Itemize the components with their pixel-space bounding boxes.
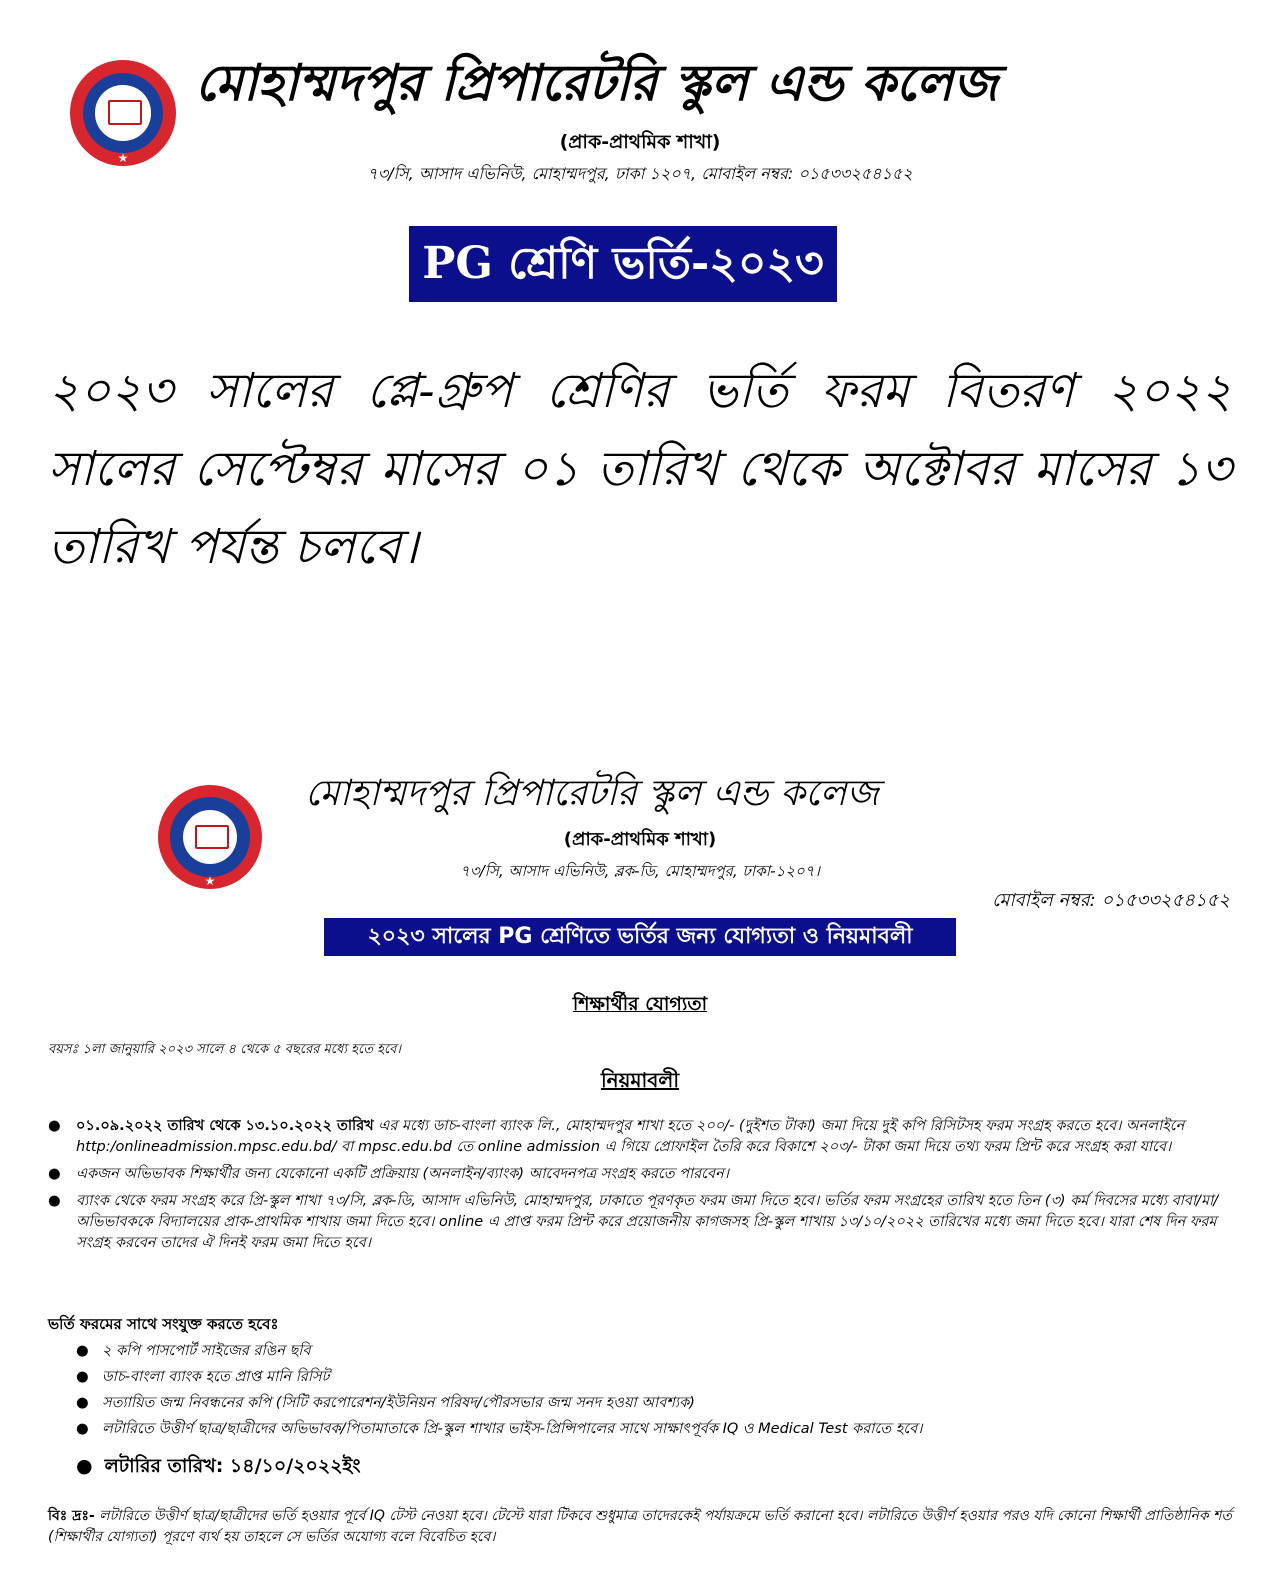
bullet-icon: ● <box>48 1193 61 1209</box>
age-requirement: বয়সঃ ১লা জানুয়ারি ২০২৩ সালে ৪ থেকে ৫ বছরের মধ্যে হতে হবে। <box>48 1042 402 1057</box>
address-bottom: ৭৩/সি, আসাদ এভিনিউ, ব্লক-ডি, মোহাম্মদপুর, ঢাকা-১২০৭। <box>460 862 820 880</box>
rule-item <box>48 1116 1233 1158</box>
rule-item <box>48 1191 1233 1254</box>
eligibility-heading: শিক্ষার্থীর যোগ্যতা <box>572 993 708 1015</box>
rule-item <box>48 1164 1233 1185</box>
rules-heading: নিয়মাবলী <box>600 1068 680 1092</box>
school-name-bottom: মোহাম্মদপুর প্রিপারেটরি স্কুল এন্ড কলেজ <box>305 773 879 814</box>
banner-bottom: ২০২৩ সালের PG শ্রেণিতে ভর্তির জন্য যোগ্যতা ও নিয়মাবলী <box>324 918 956 956</box>
attachment-item: ● ডাচ-বাংলা ব্যাংক হতে প্রাপ্ত মানি রিসিট <box>76 1366 1226 1388</box>
bullet-icon: ● <box>48 1166 61 1182</box>
attachment-item: ● সত্যায়িত জন্ম নিবন্ধনের কপি (সিটি করপোরেশন/ইউনিয়ন পরিষদ/পৌরসভার জন্ম সনদ হওয়া আবশ্যক) <box>76 1392 1226 1414</box>
star-icon: ★ <box>117 150 129 165</box>
bullet-icon: ● <box>48 1118 61 1134</box>
attachment-item: ● ২ কপি পাসপোর্ট সাইজের রঙিন ছবি <box>76 1340 1226 1362</box>
attachments-list <box>76 1340 1226 1444</box>
bullet-icon: ● <box>76 1455 93 1477</box>
rule-dates: ০১.০৯.২০২২ তারিখ থেকে ১৩.১০.২০২২ তারিখ <box>76 1118 374 1134</box>
attachment-item: ● লটারিতে উত্তীর্ণ ছাত্র/ছাত্রীদের অভিভাবক/পিতামাতাকে প্রি-স্কুল শাখার ভাইস-প্রিন্সিপালের সাথে সাক্ষাৎপূর্বক IQ ও Medical Test করাতে হবে। <box>76 1418 1226 1440</box>
bullet-icon: ● <box>76 1369 89 1385</box>
lottery-date: ● লটারির তারিখ: ১৪/১০/২০২২ইং <box>76 1455 361 1477</box>
mobile-number: মোবাইল নম্বর: ০১৫৩৩২৫৪১৫২ <box>992 890 1230 911</box>
school-name-top: মোহাম্মদপুর প্রিপারেটরি স্কুল এন্ড কলেজ <box>195 53 998 112</box>
banner-top: PG শ্রেণি ভর্তি-২০২৩ <box>409 226 837 302</box>
bullet-icon: ● <box>76 1421 89 1437</box>
branch-bottom: (প্রাক-প্রাথমিক শাখা) <box>563 829 717 850</box>
rules-list <box>48 1116 1233 1260</box>
branch-top: (প্রাক-প্রাথমিক শাখা) <box>559 131 721 153</box>
attachments-heading: ভর্তি ফরমের সাথে সংযুক্ত করতে হবেঃ <box>48 1315 279 1333</box>
rule-text: একজন অভিভাবক শিক্ষার্থীর জন্য যেকোনো একটি প্রক্রিয়ায় (অনলাইন/ব্যাংক) আবেদনপত্র সংগ্রহ করতে পারবেন। <box>76 1166 729 1182</box>
rule-text: এর মধ্যে ডাচ-বাংলা ব্যাংক লি., মোহাম্মদপুর শাখা হতে ২০০/- (দুইশত টাকা) জমা দিয়ে দুই কপি রিসিটসহ ফরম সংগ্রহ করতে হবে। অনলাইনে http:/onlineadmission.mpsc.edu.bd/ বা mpsc.edu.bd তে online admission এ গিয়ে প্রোফাইল তৈরি করে বিকাশে ২০৩/- টাকা জমা দিয়ে তথ্য ফরম প্রিন্ট করে সংগ্রহ করা যাবে। <box>76 1118 1185 1155</box>
footnote-label: বিঃ দ্রঃ- <box>48 1508 95 1524</box>
footnote-text: লটারিতে উত্তীর্ণ ছাত্র/ছাত্রীদের ভর্তি হওয়ার পূর্বে IQ টেস্ট নেওয়া হবে। টেস্টে যারা টিকবে শুধুমাত্র তাদেরকেই পর্যায়ক্রমে ভর্তি করানো হবে। লটারিতে উত্তীর্ণ হওয়ার পরও যদি কোনো শিক্ষার্থী প্রাতিষ্ঠানিক শর্ত (শিক্ষার্থীর যোগ্যতা) পূরণে ব্যর্থ হয় তাহলে সে ভর্তির অযোগ্য বলে বিবেচিত হবে। <box>48 1508 1232 1545</box>
footnote <box>48 1506 1233 1548</box>
bullet-icon: ● <box>76 1343 89 1359</box>
admission-announcement: ২০২৩ সালের প্লে-গ্রুপ শ্রেণির ভর্তি ফরম বিতরণ ২০২২ সালের সেপ্টেম্বর মাসের ০১ তারিখ থেকে অক্টোবর মাসের ১৩ তারিখ পর্যন্ত চলবে। <box>48 363 1232 575</box>
star-icon: ★ <box>204 873 216 888</box>
rule-text: ব্যাংক থেকে ফরম সংগ্রহ করে প্রি-স্কুল শাখা ৭৩/সি, ব্লক-ডি, আসাদ এভিনিউ, মোহাম্মদপুর, ঢাকাতে পূরণকৃত ফরম জমা দিতে হবে। ভর্তির ফরম সংগ্রহের তারিখ হতে তিন (৩) কর্ম দিবসের মধ্যে বাবা/মা/অভিভাবককে বিদ্যালয়ের প্রাক-প্রাথমিক শাখায় জমা দিতে হবে। online এ প্রাপ্ত ফরম প্রিন্ট করে প্রয়োজনীয় কাগজসহ প্রি-স্কুল শাখায় ১৩/১০/২০২২ তারিখের মধ্যে জমা দিতে হবে। যারা শেষ দিন ফরম সংগ্রহ করবেন তাদের ঐ দিনই ফরম জমা দিতে হবে। <box>76 1193 1219 1251</box>
bullet-icon: ● <box>76 1395 89 1411</box>
book-icon <box>108 100 142 125</box>
address-top: ৭৩/সি, আসাদ এভিনিউ, মোহাম্মদপুর, ঢাকা ১২০৭, মোবাইল নম্বর: ০১৫৩৩২৫৪১৫২ <box>367 164 913 183</box>
